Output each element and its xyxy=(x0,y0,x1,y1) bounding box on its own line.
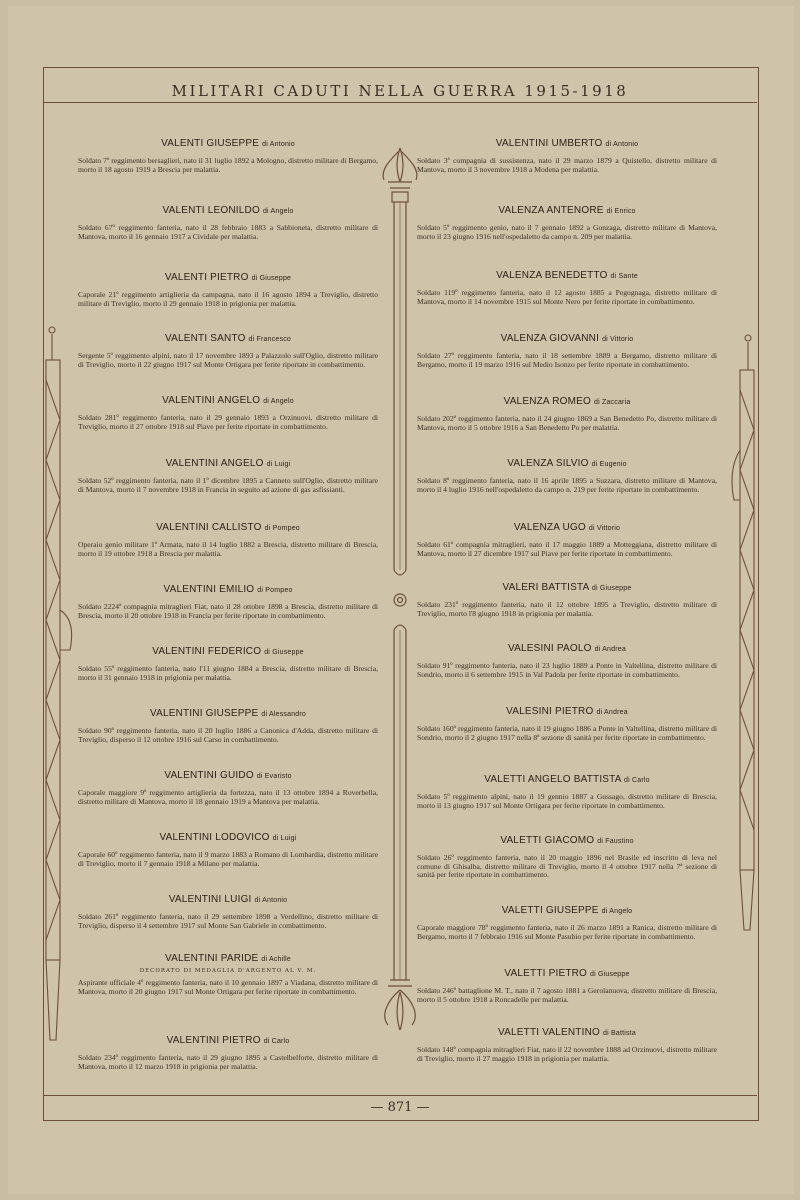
entry-text: Soldato 8º reggimento fanteria, nato il 16 aprile 1895 a Suzzara, distretto militare di Mantova, morto il 4 luglio 1916 nell'ospedaletto da campo n. 219 per ferite riportate in combattimento. xyxy=(417,476,717,494)
entry-name: VALESINI PAOLO di Andrea xyxy=(508,643,626,654)
entry-name: VALENZA ANTENORE di Enrico xyxy=(498,205,636,216)
entry-name: VALENTINI ANGELO di Angelo xyxy=(162,395,294,406)
entry-name: VALENZA SILVIO di Eugenio xyxy=(507,458,627,469)
entry-name: VALENTINI GIUSEPPE di Alessandro xyxy=(149,708,307,719)
list-item xyxy=(417,905,717,941)
entry-name: VALENTINI LODOVICO di Luigi xyxy=(159,832,297,843)
entry-name: VALETTI GIUSEPPE di Angelo xyxy=(501,905,633,916)
entry-name: VALENTINI PIETRO di Carlo xyxy=(166,1035,290,1046)
entry-text: Soldato 160º reggimento fanteria, nato il 19 giugno 1886 a Ponte in Valtellina, distretto militare di Sondrio, morto il 2 giugno 1917 nella 8ª sezione di sanità per ferite riportate in combattimento. xyxy=(417,724,717,742)
list-item xyxy=(417,270,717,306)
entry-name: VALENTINI GUIDO di Evaristo xyxy=(164,770,292,781)
entry-text: Soldato 26º reggimento fanteria, nato il 20 maggio 1896 nel Brasile ed inscritto di leva nel comune di Ghisalba, distretto militare di Treviglio, morto il 4 ottobre 1917 nella 7ª sezione di sanità per ferite riportate in combattimento. xyxy=(417,853,717,880)
entry-name: VALENTINI PARIDE di Achille xyxy=(164,953,292,964)
entry-text: Soldato 148º compagnia mitraglieri Fiat, nato il 22 novembre 1888 ad Orzinuovi, distretto militare di Treviglio, morto il 27 maggio 1918 in prigionia per malattia. xyxy=(417,1045,717,1063)
list-item xyxy=(78,395,378,431)
list-item xyxy=(78,953,378,996)
entry-text: Soldato 27º reggimento fanteria, nato il 18 settembre 1889 a Bergamo, distretto militare di Bergamo, morto il 19 marzo 1916 sul Medio Isonzo per ferite riportate in combattimento. xyxy=(417,351,717,369)
entry-name: VALENTI PIETRO di Giuseppe xyxy=(164,272,292,283)
list-item xyxy=(78,708,378,744)
list-item xyxy=(78,333,378,369)
list-item xyxy=(417,968,717,1004)
entry-text: Soldato 202º reggimento fanteria, nato il 24 giugno 1869 a San Benedetto Po, distretto militare di Mantova, morto il 5 ottobre 1916 a San Benedetto Po per malattia. xyxy=(417,414,717,432)
entry-text: Soldato 2224ª compagnia mitraglieri Fiat, nato il 28 ottobre 1898 a Brescia, distretto militare di Brescia, morto il 20 ottobre 1918 in Francia per ferite riportate in combattimento. xyxy=(78,602,378,620)
entry-name: VALENTINI EMILIO di Pompeo xyxy=(163,584,293,595)
entry-name: VALENTI SANTO di Francesco xyxy=(164,333,292,344)
page-title: MILITARI CADUTI NELLA GUERRA 1915-1918 xyxy=(171,82,629,100)
entry-name: VALENTINI CALLISTO di Pompeo xyxy=(156,522,300,533)
entry-name: VALERI BATTISTA di Giuseppe xyxy=(502,582,632,593)
entry-name: VALENTINI LUIGI di Antonio xyxy=(168,894,288,905)
list-item xyxy=(417,138,717,174)
entry-text: Soldato 55º reggimento fanteria, nato l'11 giugno 1884 a Brescia, distretto militare di Brescia, morto il 31 gennaio 1918 in prigionia per malattia. xyxy=(78,664,378,682)
entry-name: VALENZA UGO di Vittorio xyxy=(513,522,621,533)
list-item xyxy=(417,582,717,618)
entry-text: Soldato 5º reggimento alpini, nato il 19 gennio 1887 a Gussago, distretto militare di Brescia, morto il 13 giugno 1917 sul Monte Ortigara per ferite riportate in combattimento. xyxy=(417,792,717,810)
list-item xyxy=(417,1027,717,1063)
list-item xyxy=(78,646,378,682)
entry-text: Caporale maggiore 78º reggimento fanteria, nato il 26 marzo 1891 a Ranica, distretto militare di Bergamo, morto il 7 febbraio 1916 sul Monte Pasubio per ferite riportate in combattimento. xyxy=(417,923,717,941)
entry-name: VALENTI LEONILDO di Angelo xyxy=(162,205,294,216)
entry-text: Soldato 5º reggimento genio, nato il 7 gennaio 1892 a Gonzaga, distretto militare di Mantova, morto il 23 giugno 1916 nell'ospedaletto da campo n. 209 per malattia. xyxy=(417,223,717,241)
list-item xyxy=(417,774,717,810)
entry-text: Soldato 61ª compagnia mitraglieri, nato il 17 maggio 1889 a Motteggiana, distretto militare di Mantova, morto il 27 dicembre 1917 sul Piave per ferite riportate in combattimento. xyxy=(417,540,717,558)
entry-text: Soldato 261º reggimento fanteria, nato il 29 settembre 1898 a Verdellino, distretto militare di Treviglio, disperso il 4 settembre 1917 sul Monte San Gabriele in combattimento. xyxy=(78,912,378,930)
entry-text: Soldato 52º reggimento fanteria, nato il 1º dicembre 1895 a Canneto sull'Oglio, distretto militare di Mantova, morto il 7 novembre 1918 in Francia in seguito ad azione di gas asfissianti. xyxy=(78,476,378,494)
list-item xyxy=(417,835,717,880)
footer-rule xyxy=(43,1095,757,1096)
entry-name: VALETTI PIETRO di Giuseppe xyxy=(504,968,630,979)
entry-text: Soldato 281º reggimento fanteria, nato il 29 gennaio 1893 a Orzinuovi, distretto militare di Treviglio, morto il 27 ottobre 1918 sul Piave per ferite riportate in combattimento. xyxy=(78,413,378,431)
list-item xyxy=(78,522,378,558)
page-number: — 871 — xyxy=(370,1100,430,1115)
entry-name: VALETTI VALENTINO di Battista xyxy=(498,1027,636,1038)
entry-text: Soldato 90º reggimento fanteria, nato il 20 luglio 1886 a Canonica d'Adda, distretto militare di Treviglio, disperso il 12 ottobre 1916 sul Carso in combattimento. xyxy=(78,726,378,744)
entry-name: VALENTI GIUSEPPE di Antonio xyxy=(161,138,295,149)
entry-text: Soldato 91º reggimento fanteria, nato il 23 luglio 1889 a Ponte in Valtellina, distretto militare di Sondrio, morto il 6 settembre 1915 in Val Padola per ferite riportate in combattimento. xyxy=(417,661,717,679)
entry-text: Soldato 231º reggimento fanteria, nato il 12 ottobre 1895 a Treviglio, distretto militare di Treviglio, morto l'8 giugno 1918 in prigionia per malattia. xyxy=(417,600,717,618)
list-item xyxy=(417,706,717,742)
list-item xyxy=(78,458,378,494)
list-item xyxy=(417,643,717,679)
list-item xyxy=(417,522,717,558)
entry-name: VALENZA BENEDETTO di Sante xyxy=(496,270,638,281)
entry-text: Aspirante ufficiale 4º reggimento fanteria, nato il 10 gennaio 1897 a Viadana, distretto militare di Mantova, morto il 20 giugno 1917 sul Monte Ortigara per ferite riportate in combattimento. xyxy=(78,978,378,996)
list-item xyxy=(78,770,378,806)
entry-text: Caporale 60º reggimento fanteria, nato il 9 marzo 1883 a Romano di Lombardia, distretto militare di Treviglio, morto il 7 gennaio 1918 a Milano per malattia. xyxy=(78,850,378,868)
entry-text: Soldato 234º reggimento fanteria, nato il 29 giugno 1895 a Castelbelforte, distretto militare di Mantova, morto il 12 marzo 1918 in prigionia per malattia. xyxy=(78,1053,378,1071)
entry-text: Soldato 3ª compagnia di sussistenza, nato il 29 marzo 1879 a Quistello, distretto militare di Mantova, morto il 3 novembre 1918 a Modena per malattia. xyxy=(417,156,717,174)
list-item xyxy=(417,333,717,369)
entry-name: VALENTINI FEDERICO di Giuseppe xyxy=(152,646,304,657)
entry-name: VALETTI ANGELO BATTISTA di Carlo xyxy=(484,774,650,785)
entry-text: Operaio genio militare 1ª Armata, nato il 14 luglio 1882 a Brescia, distretto militare di Brescia, morto il 19 ottobre 1918 a Brescia per malattia. xyxy=(78,540,378,558)
entry-decoration-note: DECORATO DI MEDAGLIA D'ARGENTO AL V. M. xyxy=(139,968,317,974)
entry-name: VALESINI PIETRO di Andrea xyxy=(506,706,628,717)
list-item xyxy=(417,396,717,432)
list-item xyxy=(78,138,378,174)
entry-text: Soldato 67º reggimento fanteria, nato il 28 febbraio 1883 a Sabbioneta, distretto militare di Mantova, morto il 16 gennaio 1917 a Cividale per malattia. xyxy=(78,223,378,241)
entry-name: VALENTINI ANGELO di Luigi xyxy=(165,458,291,469)
entry-text: Sergente 5º reggimento alpini, nato il 17 novembre 1893 a Palazzolo sull'Oglio, distretto militare di Treviglio, morto il 22 giugno 1917 sul Monte Ortigara per ferite riportate in combattimento. xyxy=(78,351,378,369)
entry-name: VALENTINI UMBERTO di Antonio xyxy=(495,138,639,149)
entry-name: VALENZA GIOVANNI di Vittorio xyxy=(500,333,634,344)
list-item xyxy=(78,272,378,308)
list-item xyxy=(78,1035,378,1071)
header-band xyxy=(43,84,757,103)
list-item xyxy=(78,205,378,241)
left-fasces-ornament xyxy=(40,320,80,1080)
list-item xyxy=(78,584,378,620)
entry-text: Soldato 119º reggimento fanteria, nato il 12 agosto 1885 a Pegognaga, distretto militare di Mantova, morto il 14 novembre 1915 sul Monte Nero per ferite riportate in combattimento. xyxy=(417,288,717,306)
list-item xyxy=(78,832,378,868)
entry-text: Soldato 246º battaglione M. T., nato il 7 agosto 1881 a Gerolanuova, distretto militare di Brescia, morto il 5 ottobre 1918 a Roncadelle per malattia. xyxy=(417,986,717,1004)
entry-text: Soldato 7º reggimento bersaglieri, nato il 31 luglio 1892 a Mologno, distretto militare di Bergamo, morto il 18 agosto 1919 a Brescia per malattia. xyxy=(78,156,378,174)
list-item xyxy=(417,458,717,494)
entry-text: Caporale maggiore 9º reggimento artiglieria da fortezza, nato il 13 ottobre 1894 a Roverbella, distretto militare di Mantova, morto il 18 gennaio 1919 a Mantova per malattia. xyxy=(78,788,378,806)
entry-text: Caporale 21º reggimento artiglieria da campagna, nato il 16 agosto 1894 a Treviglio, distretto militare di Treviglio, morto il 29 gennaio 1918 in prigionia per malattia. xyxy=(78,290,378,308)
list-item xyxy=(78,894,378,930)
list-item xyxy=(417,205,717,241)
right-fasces-ornament xyxy=(728,330,768,970)
entry-name: VALENZA ROMEO di Zaccaria xyxy=(503,396,631,407)
entry-name: VALETTI GIACOMO di Faustino xyxy=(500,835,634,846)
